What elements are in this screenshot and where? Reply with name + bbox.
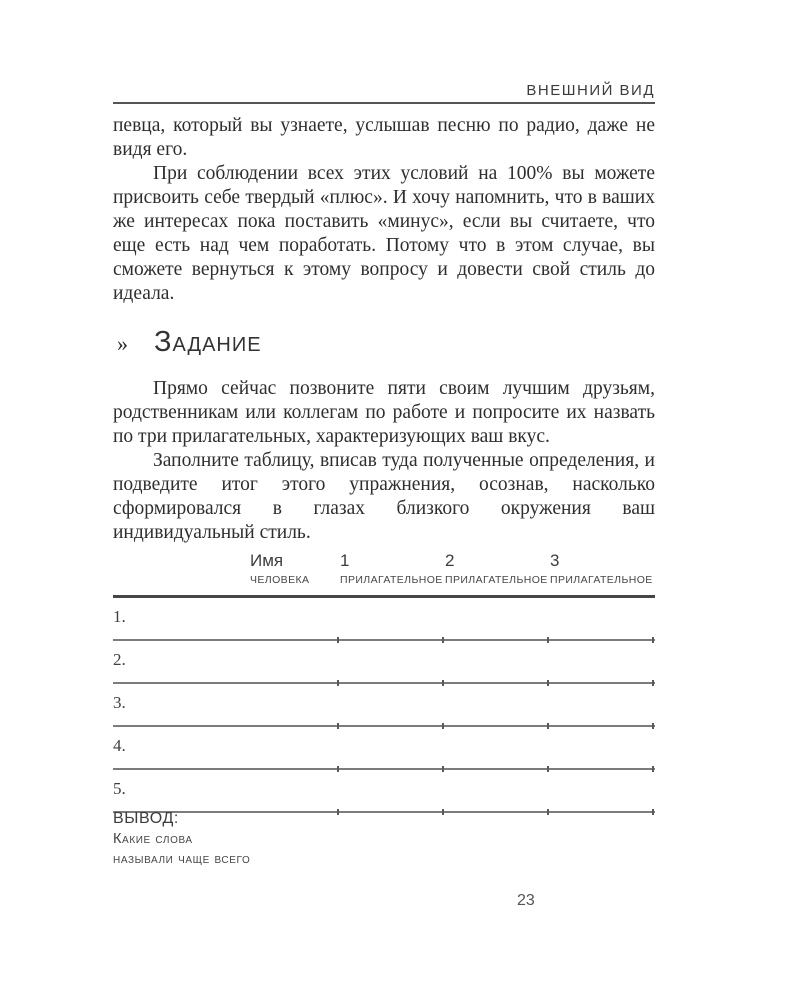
table-row: 2. [113, 641, 655, 684]
paragraph: При соблюдении всех этих условий на 100% вы можете присвоить себе твердый «плюс». И хочу напомнить, что в ваших же интересах пока поставить «минус», если вы считаете, что еще есть над чем поработать. Потому что в этом случае, вы сможете вернуться к этому вопросу и довести свой стиль до идеала. [113, 163, 655, 304]
column-header-name: Имя ЧЕЛОВЕКА [250, 551, 310, 586]
table-row: 4. [113, 727, 655, 770]
running-header: ВНЕШНИЙ ВИД [526, 82, 655, 99]
section-marker-icon: » [117, 331, 128, 356]
table-column-headers [113, 551, 655, 595]
conclusion-note: называли чаще всего [113, 851, 251, 867]
column-header-adjective-3: 3 ПРИЛАГАТЕЛЬНОЕ [550, 551, 653, 586]
paragraph: певца, который вы узнаете, услышав песню по радио, даже не видя его. [113, 115, 655, 160]
body-text [113, 114, 655, 545]
worksheet-table [113, 551, 655, 813]
column-header-adjective-2: 2 ПРИЛАГАТЕЛЬНОЕ [445, 551, 548, 586]
conclusion-block [113, 810, 250, 868]
page-content [113, 0, 655, 1000]
header-rule [113, 102, 655, 104]
section-title: Задание [154, 326, 262, 358]
conclusion-label: ВЫВОД: [113, 810, 179, 827]
page-number: 23 [517, 892, 535, 909]
column-header-adjective-1: 1 ПРИЛАГАТЕЛЬНОЕ [340, 551, 443, 586]
table-row: 5. [113, 770, 655, 813]
table-row: 1. [113, 598, 655, 641]
conclusion-note: Какие слова [113, 831, 193, 847]
paragraph: Прямо сейчас позвоните пяти своим лучшим друзьям, родственникам или коллегам по работе и попросите их назвать по три прилагательных, характеризующих ваш вкус. [113, 378, 655, 447]
paragraph: Заполните таблицу, вписав туда полученные определения, и подведите итог этого упражнения, осознав, насколько сформировался в глазах близкого окружения ваш индивидуальный стиль. [113, 450, 655, 543]
section-heading [117, 326, 655, 359]
table-row: 3. [113, 684, 655, 727]
